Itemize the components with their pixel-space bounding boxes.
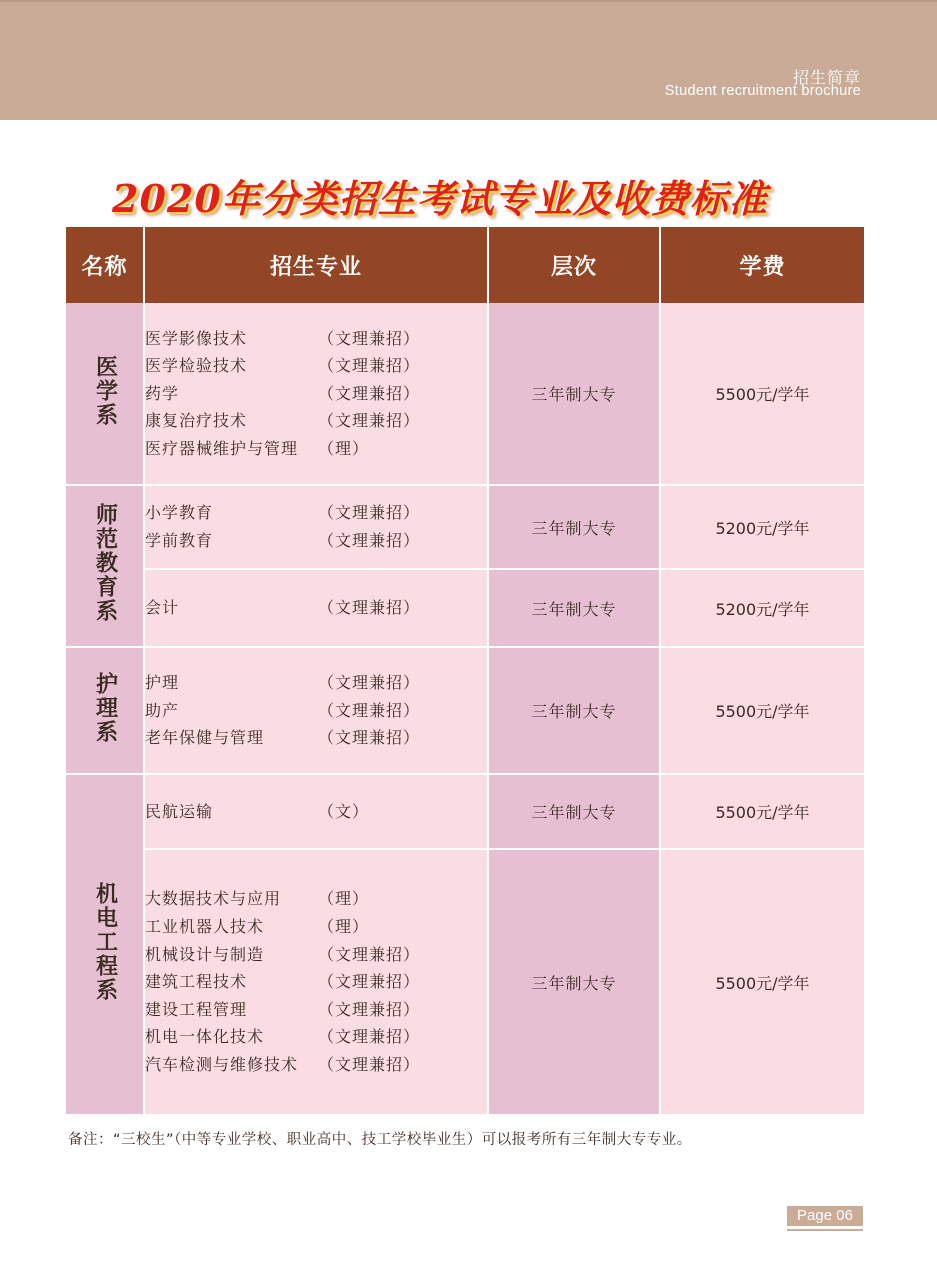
major-item [145, 407, 487, 435]
column-header-majors: 招生专业 [144, 227, 488, 303]
major-item [145, 1023, 487, 1051]
major-admission-type: （文理兼招） [318, 972, 421, 992]
major-name: 机械设计与制造 [145, 944, 265, 964]
major-item [145, 941, 487, 969]
major-item [145, 968, 487, 996]
level-cell: 三年制大专 [488, 485, 660, 569]
major-admission-type: （文理兼招） [318, 531, 421, 550]
major-name: 医学影像技术 [145, 328, 248, 348]
major-name: 护理 [145, 673, 180, 693]
brochure-title-cn: 招生简章 [792, 68, 861, 87]
major-admission-type: （理） [318, 438, 370, 458]
major-item [145, 527, 487, 555]
major-name: 老年保健与管理 [145, 728, 265, 748]
fee-cell: 5500元/学年 [660, 647, 864, 774]
header-band [0, 0, 937, 120]
level-cell: 三年制大专 [488, 569, 660, 647]
major-name: 建设工程管理 [145, 999, 248, 1019]
major-admission-type: （文理兼招） [318, 1027, 421, 1047]
table-row [66, 774, 864, 849]
major-name: 小学教育 [145, 503, 214, 523]
column-header-fee: 学费 [660, 227, 864, 303]
department-cell [66, 774, 144, 1115]
fee-cell: 5500元/学年 [660, 303, 864, 485]
major-item [145, 435, 487, 463]
major-name: 大数据技术与应用 [145, 889, 282, 909]
major-item [145, 798, 487, 826]
major-item [145, 996, 487, 1024]
major-item [145, 325, 487, 353]
page-title: 2020年分类招生考试专业及收费标准 [112, 176, 768, 221]
majors-cell [144, 849, 488, 1115]
major-item [145, 724, 487, 752]
major-admission-type: （文理兼招） [318, 383, 421, 403]
major-name: 助产 [145, 700, 180, 720]
department-name: 护理系 [92, 671, 118, 744]
table-row [66, 303, 864, 485]
major-admission-type: （文理兼招） [318, 503, 421, 523]
major-item [145, 885, 487, 913]
department-cell [66, 303, 144, 485]
majors-cell [144, 774, 488, 849]
major-admission-type: （文理兼招） [318, 356, 421, 376]
page-number-underline [787, 1229, 863, 1231]
major-item [145, 594, 487, 622]
table-body [66, 303, 864, 1115]
column-header-name: 名称 [66, 227, 144, 303]
major-name: 医学检验技术 [145, 356, 248, 376]
major-admission-type: （文） [318, 801, 370, 821]
fee-cell: 5500元/学年 [660, 849, 864, 1115]
major-name: 康复治疗技术 [145, 411, 248, 431]
majors-cell [144, 647, 488, 774]
column-header-level: 层次 [488, 227, 660, 303]
major-name: 汽车检测与维修技术 [145, 1054, 299, 1074]
department-name: 医学系 [92, 354, 118, 427]
fee-cell: 5200元/学年 [660, 569, 864, 647]
major-item [145, 1051, 487, 1079]
level-cell: 三年制大专 [488, 849, 660, 1115]
fee-cell: 5500元/学年 [660, 774, 864, 849]
major-admission-type: （文理兼招） [318, 411, 421, 431]
table-row [66, 849, 864, 1115]
major-name: 工业机器人技术 [145, 917, 265, 937]
major-name: 民航运输 [145, 801, 214, 821]
major-admission-type: （文理兼招） [318, 328, 421, 348]
majors-cell [144, 485, 488, 569]
major-admission-type: （文理兼招） [318, 944, 421, 964]
major-name: 药学 [145, 383, 180, 403]
major-item [145, 669, 487, 697]
major-name: 建筑工程技术 [145, 972, 248, 992]
major-item [145, 913, 487, 941]
page-number: Page 06 [787, 1206, 863, 1226]
major-item [145, 352, 487, 380]
footnote: 备注：“三校生”（中等专业学校、职业高中、技工学校毕业生）可以报考所有三年制大专专业。 [68, 1132, 692, 1148]
department-name: 师范教育系 [92, 503, 118, 623]
major-item [145, 380, 487, 408]
fee-table [66, 227, 864, 1116]
department-cell [66, 647, 144, 774]
major-admission-type: （理） [318, 917, 370, 937]
major-admission-type: （文理兼招） [318, 1054, 421, 1074]
table-row [66, 569, 864, 647]
table-header-row [66, 227, 864, 303]
level-cell: 三年制大专 [488, 774, 660, 849]
major-admission-type: （文理兼招） [318, 728, 421, 748]
table-row [66, 647, 864, 774]
level-cell: 三年制大专 [488, 647, 660, 774]
major-admission-type: （理） [318, 889, 370, 909]
major-admission-type: （文理兼招） [318, 598, 421, 618]
major-item [145, 697, 487, 725]
department-cell [66, 485, 144, 647]
major-name: 医疗器械维护与管理 [145, 438, 299, 458]
major-admission-type: （文理兼招） [318, 700, 421, 720]
major-admission-type: （文理兼招） [318, 673, 421, 693]
majors-cell [144, 303, 488, 485]
majors-cell [144, 569, 488, 647]
major-name: 机电一体化技术 [145, 1027, 265, 1047]
major-name: 会计 [145, 598, 180, 618]
major-item [145, 499, 487, 527]
department-name: 机电工程系 [92, 881, 118, 1002]
level-cell: 三年制大专 [488, 303, 660, 485]
major-admission-type: （文理兼招） [318, 999, 421, 1019]
fee-cell: 5200元/学年 [660, 485, 864, 569]
brochure-title-en: Student recruitment brochure [664, 83, 861, 99]
table-row [66, 485, 864, 569]
major-name: 学前教育 [145, 531, 214, 550]
